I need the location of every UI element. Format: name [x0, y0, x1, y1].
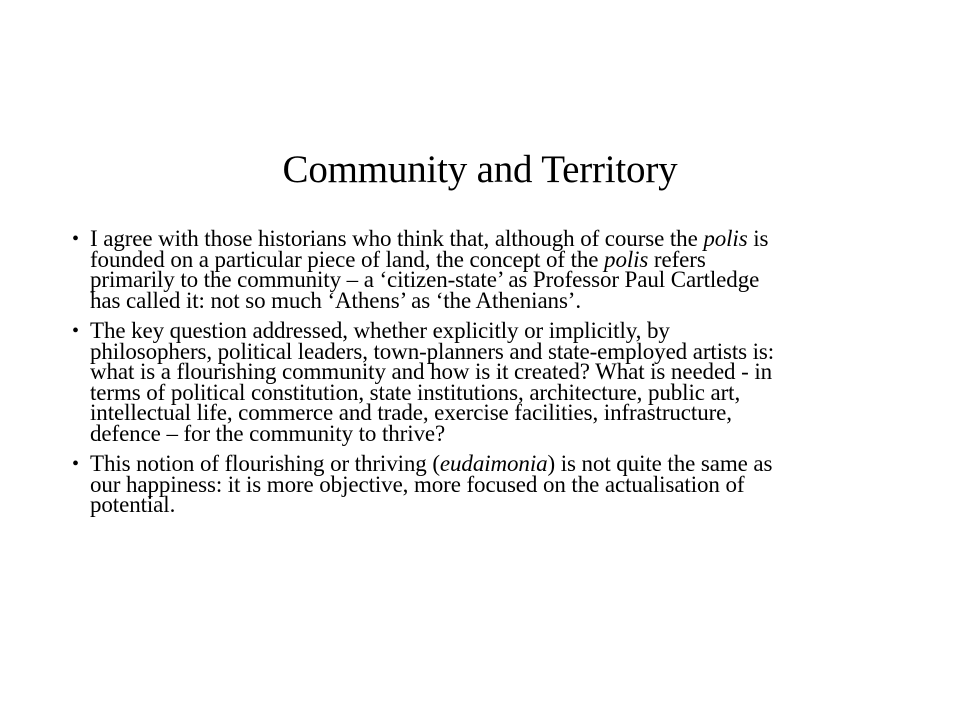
slide-title: Community and Territory — [282, 148, 678, 191]
bullet-text-line: This notion of flourishing or thriving (eudaimonia) is not quite the same as — [90, 451, 773, 476]
bullet-text-line: terms of political constitution, state institutions, architecture, public art, — [90, 379, 741, 405]
bullet-item — [72, 318, 892, 446]
bullet-text-line: I agree with those historians who think that, although of course the polis is — [90, 226, 769, 251]
bullet-text-line: defence – for the community to thrive? — [90, 420, 446, 446]
bullet-list — [72, 226, 892, 526]
bullet-text-line: founded on a particular piece of land, the concept of the polis refers — [90, 246, 706, 272]
bullet-text-line: philosophers, political leaders, town-planners and state-employed artists is: — [90, 338, 775, 364]
bullet-marker: • — [72, 228, 79, 250]
italic-term: eudaimonia — [439, 451, 548, 476]
bullet-item — [72, 226, 892, 313]
bullet-text-line: intellectual life, commerce and trade, exercise facilities, infrastructure, — [90, 400, 732, 425]
bullet-text-line: has called it: not so much ‘Athens’ as ‘the Athenians’. — [90, 287, 582, 313]
bullet-text-line: potential. — [90, 492, 176, 517]
bullet-item — [72, 451, 892, 517]
bullet-marker: • — [72, 453, 79, 475]
bullet-text-line: our happiness: it is more objective, more focused on the actualisation of — [90, 471, 745, 497]
italic-term: polis — [604, 246, 649, 272]
bullet-marker: • — [72, 320, 79, 342]
italic-term: polis — [703, 226, 748, 251]
bullet-text-line: The key question addressed, whether explicitly or implicitly, by — [90, 318, 670, 343]
bullet-text-line: what is a flourishing community and how is it created? What is needed - in — [90, 359, 773, 384]
bullet-text-line: primarily to the community – a ‘citizen-state’ as Professor Paul Cartledge — [90, 267, 760, 292]
